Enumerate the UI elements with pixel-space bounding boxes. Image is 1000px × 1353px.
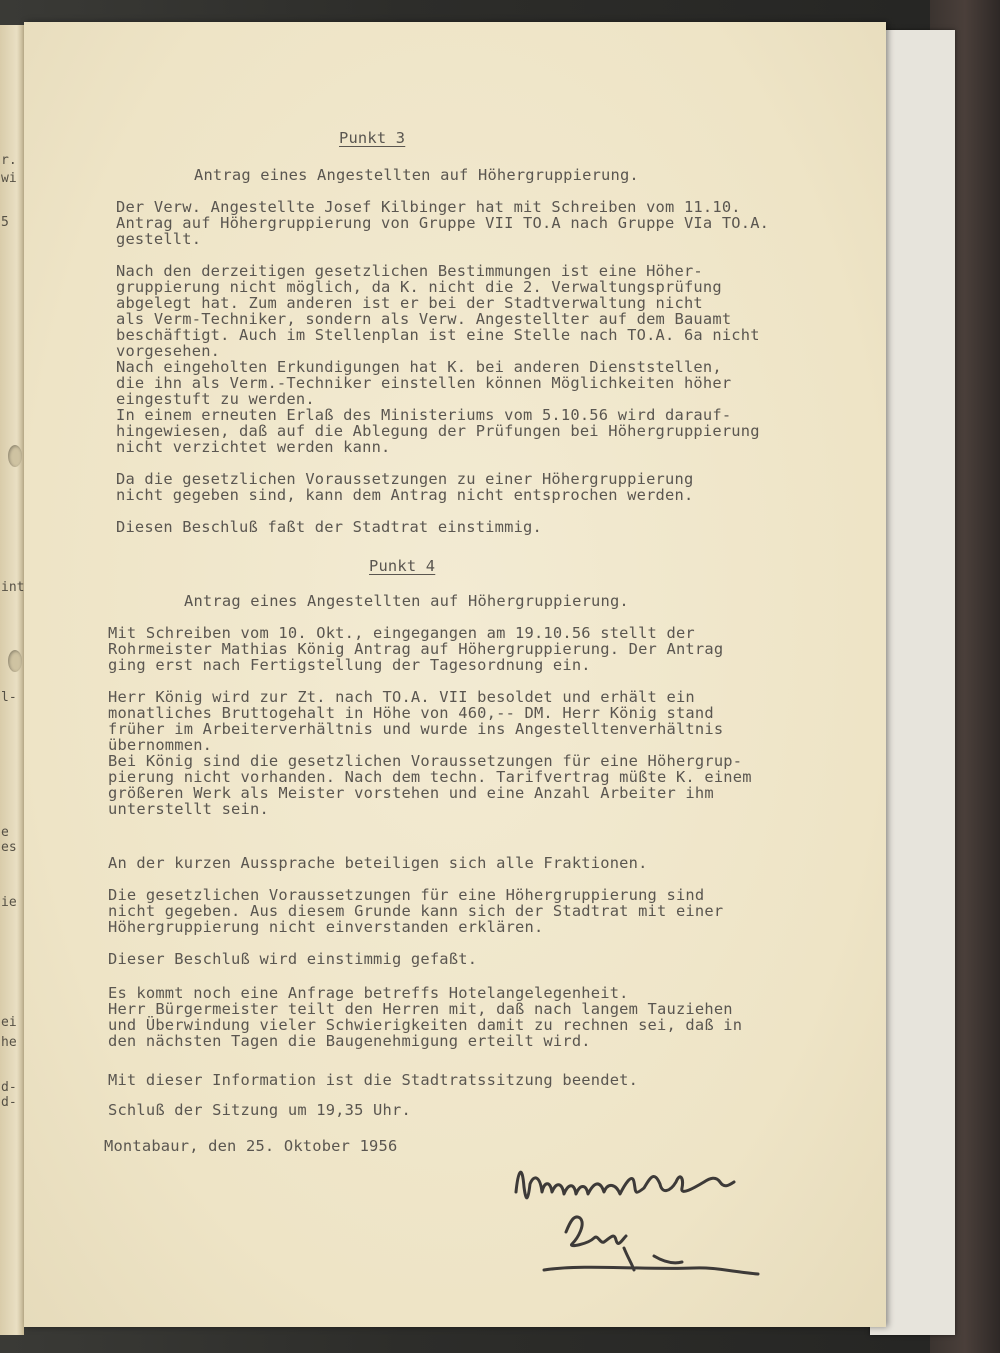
typed-text: [24, 22, 886, 1327]
text-line: und Überwindung vieler Schwierigkeiten damit zu rechnen sei, daß in: [108, 1016, 743, 1034]
document-page: [24, 22, 886, 1327]
text-line: früher im Arbeiterverhältnis und wurde ins Angestelltenverhältnis: [108, 720, 724, 738]
section-title: Antrag eines Angestellten auf Höhergruppierung.: [194, 166, 639, 184]
left-page-fragment: l-: [1, 690, 17, 705]
left-page-fragment: wi: [1, 171, 17, 186]
left-page-fragment: e: [1, 825, 9, 840]
text-line: Nach eingeholten Erkundigungen hat K. bei anderen Dienststellen,: [116, 358, 722, 376]
text-line: größeren Werk als Meister vorstehen und eine Anzahl Arbeiter ihm: [108, 784, 714, 802]
place-date-line: Montabaur, den 25. Oktober 1956: [104, 1137, 398, 1155]
text-line: Herr Bürgermeister teilt den Herren mit, daß nach langem Tauziehen: [108, 1000, 733, 1018]
text-line: monatliches Bruttogehalt in Höhe von 460,-- DM. Herr König stand: [108, 704, 714, 722]
text-line: eingestuft zu werden.: [116, 390, 315, 408]
text-line: ging erst nach Fertigstellung der Tagesordnung ein.: [108, 656, 591, 674]
left-page-fragment: r.: [1, 153, 17, 168]
text-line: Die gesetzlichen Voraussetzungen für eine Höhergruppierung sind: [108, 886, 705, 904]
text-line: nicht gegeben. Aus diesem Grunde kann sich der Stadtrat mit einer: [108, 902, 724, 920]
signature-1-stroke: [516, 1172, 734, 1198]
left-page-fragment: d-: [1, 1080, 17, 1095]
text-line: gruppierung nicht möglich, da K. nicht die 2. Verwaltungsprüfung: [116, 278, 722, 296]
text-line: nicht gegeben sind, kann dem Antrag nicht entsprochen werden.: [116, 486, 694, 504]
text-line: Nach den derzeitigen gesetzlichen Bestimmungen ist eine Höher-: [116, 262, 703, 280]
text-line: Es kommt noch eine Anfrage betreffs Hotelangelegenheit.: [108, 984, 629, 1002]
left-page-fragment: ei: [1, 1015, 17, 1030]
left-page-fragment: he: [1, 1035, 17, 1050]
left-page-fragment: int: [1, 580, 24, 595]
section-title: Antrag eines Angestellten auf Höhergruppierung.: [184, 592, 629, 610]
text-line: Bei König sind die gesetzlichen Voraussetzungen für eine Höhergrup-: [108, 752, 743, 770]
handwritten-signatures: [504, 1152, 784, 1312]
text-line: Mit dieser Information ist die Stadtratssitzung beendet.: [108, 1071, 639, 1089]
left-page-fragment: 5: [1, 215, 9, 230]
left-page-fragment: es: [1, 840, 17, 855]
text-line: vorgesehen.: [116, 342, 221, 360]
punch-hole: [8, 650, 22, 672]
signature-2-stroke: [566, 1217, 626, 1246]
text-line: hingewiesen, daß auf die Ablegung der Prüfungen bei Höhergruppierung: [116, 422, 760, 440]
text-line: unterstellt sein.: [108, 800, 269, 818]
text-line: Diesen Beschluß faßt der Stadtrat einstimmig.: [116, 518, 542, 536]
signature-2-tail: [624, 1248, 682, 1270]
text-line: abgelegt hat. Zum anderen ist er bei der Stadtverwaltung nicht: [116, 294, 703, 312]
text-line: Herr König wird zur Zt. nach TO.A. VII besoldet und erhält ein: [108, 688, 695, 706]
text-line: als Verm-Techniker, sondern als Verw. Angestellter auf dem Bauamt: [116, 310, 732, 328]
text-line: Schluß der Sitzung um 19,35 Uhr.: [108, 1101, 411, 1119]
text-line: Mit Schreiben vom 10. Okt., eingegangen am 19.10.56 stellt der: [108, 624, 695, 642]
text-line: beschäftigt. Auch im Stellenplan ist eine Stelle nach TO.A. 6a nicht: [116, 326, 760, 344]
text-line: pierung nicht vorhanden. Nach dem techn. Tarifvertrag müßte K. einem: [108, 768, 752, 786]
text-line: den nächsten Tagen die Baugenehmigung erteilt wird.: [108, 1032, 591, 1050]
text-line: übernommen.: [108, 736, 213, 754]
adjacent-left-page: [0, 25, 24, 1335]
text-line: In einem erneuten Erlaß des Ministeriums vom 5.10.56 wird darauf-: [116, 406, 732, 424]
text-line: Antrag auf Höhergruppierung von Gruppe VII TO.A nach Gruppe VIa TO.A.: [116, 214, 770, 232]
punch-hole: [8, 445, 22, 467]
text-line: Dieser Beschluß wird einstimmig gefaßt.: [108, 950, 478, 968]
left-page-fragment: d-: [1, 1095, 17, 1110]
text-line: Der Verw. Angestellte Josef Kilbinger hat mit Schreiben vom 11.10.: [116, 198, 741, 216]
text-line: die ihn als Verm.-Techniker einstellen können Möglichkeiten höher: [116, 374, 732, 392]
section-heading-punkt-4: Punkt 4: [369, 557, 436, 575]
section-heading-punkt-3: Punkt 3: [339, 129, 406, 147]
text-line: An der kurzen Aussprache beteiligen sich alle Fraktionen.: [108, 854, 648, 872]
text-line: nicht verzichtet werden kann.: [116, 438, 391, 456]
text-line: gestellt.: [116, 230, 202, 248]
text-line: Rohrmeister Mathias König Antrag auf Höhergruppierung. Der Antrag: [108, 640, 724, 658]
left-page-fragment: ie: [1, 895, 17, 910]
text-line: Da die gesetzlichen Voraussetzungen zu einer Höhergruppierung: [116, 470, 694, 488]
text-line: Höhergruppierung nicht einverstanden erklären.: [108, 918, 544, 936]
signature-2-underline: [544, 1267, 758, 1274]
